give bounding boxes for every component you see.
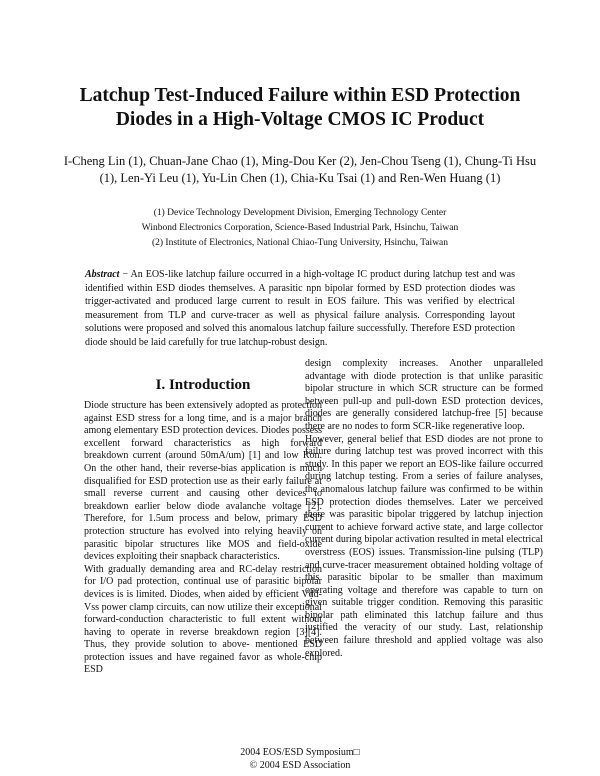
title-line-1: Latchup Test-Induced Failure within ESD Protection [79,85,521,106]
abstract [85,268,515,349]
title-line-2: Diodes in a High-Voltage CMOS IC Product [115,109,485,130]
affiliation-3: (2) Institute of Electronics, National Chiao-Tung University, Hsinchu, Taiwan [151,238,449,248]
section-heading: I. Introduction [155,377,251,393]
authors-line-2: (1), Len-Yi Leu (1), Yu-Lin Chen (1), Chia-Ku Tsai (1) and Ren-Wen Huang (1) [99,171,501,185]
authors-line-1: I-Cheng Lin (1), Chuan-Jane Chao (1), Ming-Dou Ker (2), Jen-Chou Tseng (1), Chung-Ti Hsu [63,154,537,168]
affiliation-1: (1) Device Technology Development Division, Emerging Technology Center [153,208,447,218]
abstract-text: − An EOS-like latchup failure occurred in a high-voltage IC product during latchup test and was identified within ESD diodes themselves. A parasitic npn bipolar formed by ESD protection diodes was trigger-activated and produced large current to result in EOS failure. This was verified by electrical measurement from TLP and curve-tracer as well as physical failure analysis. Corresponding layout solutions were proposed and solved this anomalous latchup failure successfully. Therefore ESD protection diode should be laid carefully for true latchup-robust design. [85,269,515,348]
footer-symposium: 2004 EOS/ESD Symposium□ [240,747,360,758]
page-footer [150,747,450,772]
affiliations [60,206,540,251]
body-paragraph: With gradually demanding area and RC-delay restriction for I/O pad protection, continual use of parasitic bipolar devices is is limited. Diodes, when aided by efficient Vdd-Vss power clamp circuits, can now utilize their exceptional forward-conduction characteristic to full extent without having to operate in reverse breakdown region [3][4]. Thus, they provide solution to above- mentioned ESD protection issues and have regained favor as whole-chip ESD [84,563,322,676]
author-list [50,153,550,187]
body-paragraph: Diode structure has been extensively adopted as protection against ESD stress for a long time, and is a major branch among elementary ESD protection devices. Diodes possess excellent forward characteristics as high forward breakdown current (around 50mA/um) [1] and low Ron. On the other hand, their reverse-bias application is much disqualified for ESD protection use as their early failure at small reverse current and causing other devices to breakdown earlier below diode avalanche voltage [2]. Therefore, for 1.5um process and below, primary ESD protection structure has evolved into relying heavily on parasitic bipolar structures like MOS and field-oxide devices exploiting their snapback characteristics. [84,400,322,563]
right-column [305,358,543,660]
affiliation-2: Winbond Electronics Corporation, Science-Based Industrial Park, Hsinchu, Taiwan [141,223,459,233]
body-paragraph: design complexity increases. Another unparalleled advantage with diode protection is that unlike parasitic bipolar structure in which SCR structure can be formed between pull-up and pull-down ESD protection devices, diodes are generally considered latchup-free [5] because there are no nodes to form SCR-like regenerative loop. [305,358,543,432]
abstract-label: Abstract [85,269,120,280]
footer-copyright: © 2004 ESD Association [249,759,351,771]
paper-title [40,84,560,132]
body-paragraph: However, general belief that ESD diodes are not prone to failure during latchup test was proved incorrect with this study. In this paper we report an EOS-like failure occurred during latchup testing. From a series of failure analyses, the anomalous latchup failure was confirmed to be within ESD protection diodes themselves. Later we perceived there was parasitic bipolar triggered by latchup injection current to achieve forward active state, and large collector current during bipolar activation resulted in metal electrical overstress (EOS) issues. Transmission-line pulsing (TLP) and curve-tracer measurement obtained holding voltage of this parasitic bipolar to be smaller than maximum operating voltage and therefore was capable to turn on given suitable trigger condition. Removing this parasitic bipolar path eliminated this latchup failure and thus justified the veracity of our study. Last, relationship between failure threshold and applied voltage was also explored. [305,433,543,659]
left-column [84,374,322,677]
